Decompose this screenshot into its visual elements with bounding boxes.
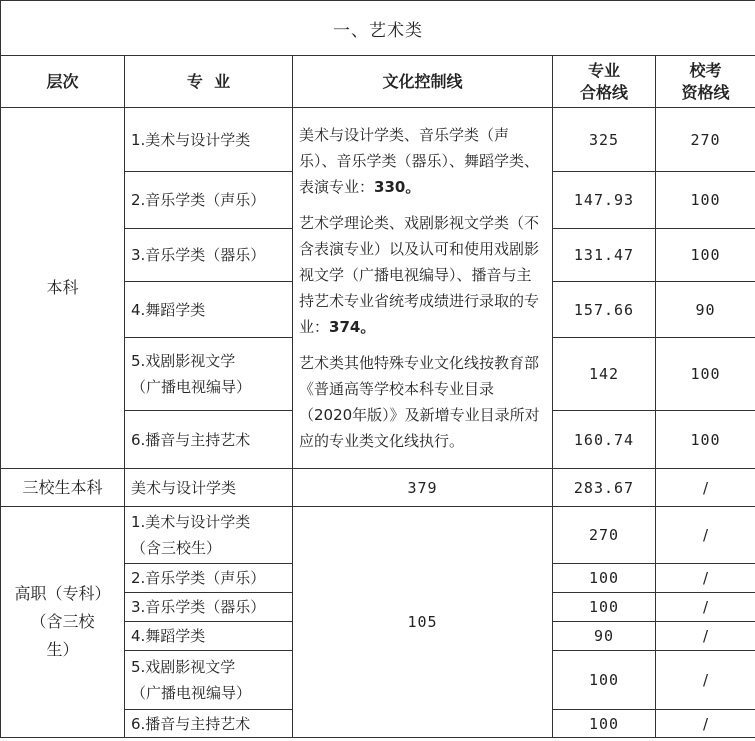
school-exam-value: 100: [656, 172, 755, 229]
school-exam-value: 100: [656, 229, 755, 282]
header-school-exam-line: 校考 资格线: [656, 56, 755, 108]
major-pass-value: 157.66: [553, 282, 656, 338]
major-cell: 美术与设计学类: [125, 469, 293, 507]
school-exam-value: 100: [656, 411, 755, 469]
level-undergrad: 本科: [1, 108, 125, 469]
major-pass-value: 283.67: [553, 469, 656, 507]
level-vocational: 高职（专科） （含三校 生）: [1, 507, 125, 738]
school-exam-value: 100: [656, 338, 755, 411]
major-cell: 6.播音与主持艺术: [125, 710, 293, 738]
major-cell: 4.舞蹈学类: [125, 282, 293, 338]
major-pass-value: 147.93: [553, 172, 656, 229]
school-exam-value: 90: [656, 282, 755, 338]
major-cell: 3.音乐学类（器乐）: [125, 593, 293, 622]
culture-score-374: 374。: [329, 318, 376, 336]
major-cell: 2.音乐学类（声乐）: [125, 564, 293, 593]
header-culture-line: 文化控制线: [293, 56, 553, 108]
level-three-school: 三校生本科: [1, 469, 125, 507]
table-row: [1, 108, 755, 172]
culture-score-330: 330。: [374, 178, 421, 196]
header-major-pass-line: 专业 合格线: [553, 56, 656, 108]
major-cell: 6.播音与主持艺术: [125, 411, 293, 469]
major-pass-value: 100: [553, 593, 656, 622]
major-pass-value: 160.74: [553, 411, 656, 469]
major-pass-value: 100: [553, 564, 656, 593]
school-exam-value: /: [656, 651, 755, 710]
major-pass-value: 100: [553, 651, 656, 710]
school-exam-value: 270: [656, 108, 755, 172]
major-cell: 4.舞蹈学类: [125, 622, 293, 651]
major-pass-value: 325: [553, 108, 656, 172]
school-exam-value: /: [656, 710, 755, 738]
table-row: [1, 469, 755, 507]
major-pass-value: 270: [553, 507, 656, 564]
culture-line-value: 105: [293, 507, 553, 738]
major-pass-value: 142: [553, 338, 656, 411]
school-exam-value: /: [656, 564, 755, 593]
major-cell: 5.戏剧影视文学 （广播电视编导）: [125, 651, 293, 710]
major-cell: 2.音乐学类（声乐）: [125, 172, 293, 229]
culture-line-notes: [293, 108, 553, 469]
culture-note-2: 艺术学理论类、戏剧影视文学类（不含表演专业）以及认可和使用戏剧影视文学（广播电视编导）、播音与主持艺术专业省统考成绩进行录取的专业：374。: [299, 214, 540, 336]
major-pass-value: 90: [553, 622, 656, 651]
major-pass-value: 131.47: [553, 229, 656, 282]
school-exam-value: /: [656, 622, 755, 651]
major-cell: 5.戏剧影视文学 （广播电视编导）: [125, 338, 293, 411]
header-level: 层次: [1, 56, 125, 108]
header-major: 专 业: [125, 56, 293, 108]
table-title: 一、艺术类: [1, 1, 755, 56]
school-exam-value: /: [656, 469, 755, 507]
school-exam-value: /: [656, 507, 755, 564]
major-cell: 1.美术与设计学类: [125, 108, 293, 172]
table-row: [1, 507, 755, 564]
culture-note-3: 艺术类其他特殊专业文化线按教育部《普通高等学校本科专业目录（2020年版）》及新增专业目录所对应的专业类文化线执行。: [299, 354, 540, 450]
culture-note-1: 美术与设计学类、音乐学类（声乐）、音乐学类（器乐）、舞蹈学类、表演专业：330。: [299, 126, 540, 196]
major-pass-value: 100: [553, 710, 656, 738]
culture-line-value: 379: [293, 469, 553, 507]
school-exam-value: /: [656, 593, 755, 622]
major-cell: 1.美术与设计学类 （含三校生）: [125, 507, 293, 564]
major-cell: 3.音乐学类（器乐）: [125, 229, 293, 282]
